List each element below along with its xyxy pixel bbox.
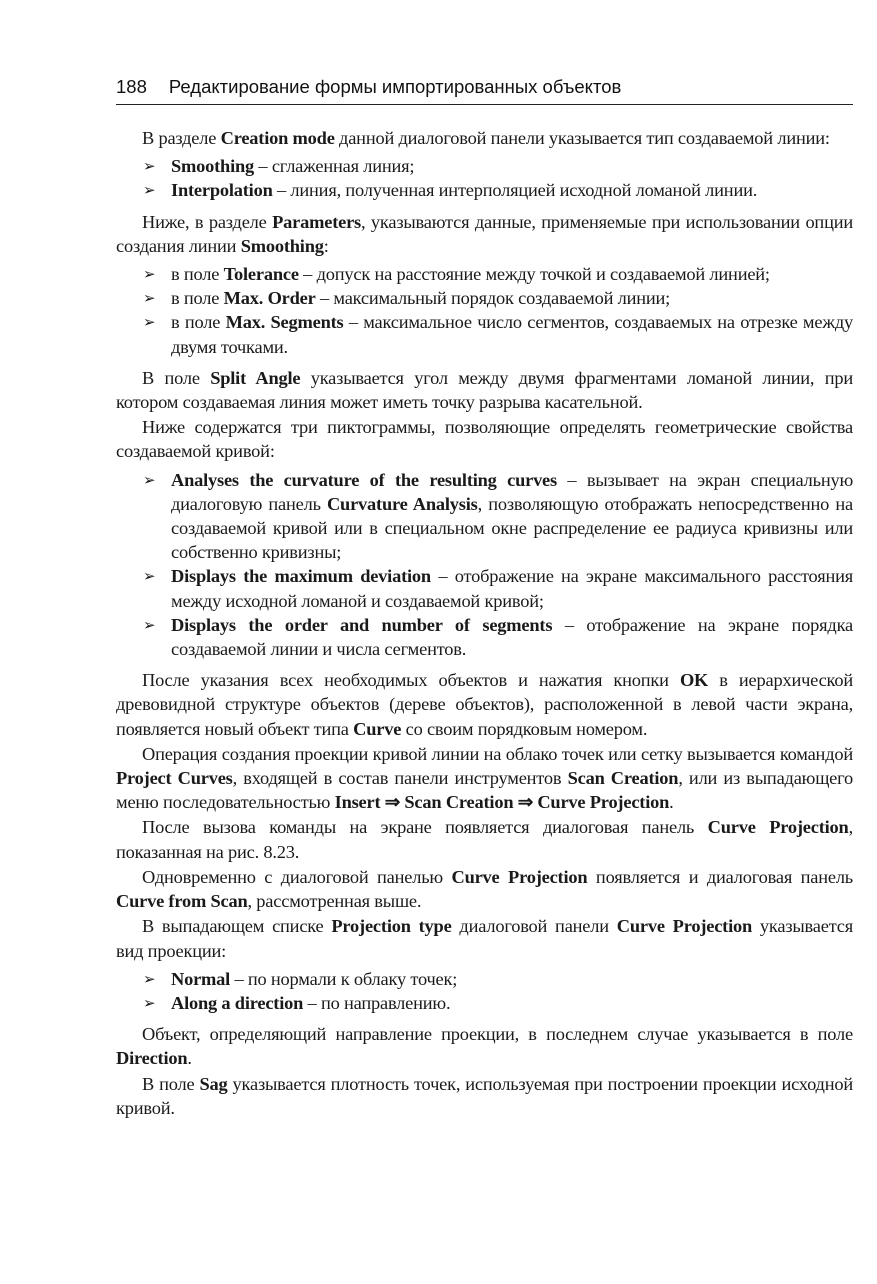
list-item (143, 262, 853, 286)
paragraph-project-curves (116, 742, 853, 815)
list-item (143, 310, 853, 358)
text: – по направлению. (303, 992, 451, 1013)
term: Tolerance (223, 264, 299, 285)
arrow-bullet-icon: ➢ (143, 993, 156, 1012)
text: указывается угол между двумя фрагментами ломаной линии, при котором создаваемая линия может иметь точку разрыва касательной. (116, 367, 853, 413)
paragraph-ok (116, 668, 853, 741)
arrow-bullet-icon: ➢ (143, 969, 156, 988)
term: Split Angle (210, 367, 301, 388)
term: Curve Projection (451, 866, 588, 887)
text: , или из выпадающего меню последовательностью (116, 768, 853, 813)
paragraph-curve-from-scan (116, 865, 853, 913)
text: В поле (142, 1073, 200, 1094)
text: в поле (171, 312, 226, 333)
list-item (143, 286, 853, 310)
text: – допуск на расстояние между точкой и создаваемой линией; (298, 264, 770, 285)
text: появляется и диалоговая панель (587, 866, 853, 887)
text: , входящей в состав панели инструментов (232, 768, 568, 789)
text: Объект, определяющий направление проекции, в последнем случае указывается в поле (142, 1024, 853, 1045)
text: – сглаженная линия; (254, 156, 415, 177)
list-item (143, 564, 853, 612)
paragraph-direction (116, 1022, 853, 1070)
term: Curve (353, 718, 402, 739)
term: Direction (116, 1048, 188, 1069)
text: – отображение на экране порядка создаваемой линии и числа сегментов. (171, 614, 853, 660)
text: В выпадающем списке (142, 916, 332, 937)
arrow-bullet-icon: ➢ (143, 289, 156, 308)
text: указывается вид проекции: (116, 916, 853, 961)
text: В поле (142, 367, 211, 388)
term: Curvature Analysis (326, 493, 478, 514)
paragraph-split-angle (116, 366, 853, 414)
list-projection-types (116, 967, 853, 1015)
term: Curve from Scan (116, 891, 248, 912)
term: Smoothing (240, 235, 324, 256)
menu-path: Insert ⇒ Scan Creation ⇒ Curve Projection (334, 792, 670, 813)
text: – вызывает на экран специальную диалоговую панель (171, 469, 853, 514)
term: Sag (199, 1073, 228, 1094)
text: в иерархической древовидной структуре объектов (дереве объектов), расположенной в левой части экрана, появляется новый объект типа (116, 670, 853, 739)
paragraph-parameters (116, 210, 853, 258)
term: Interpolation (171, 180, 273, 201)
list-item (143, 967, 853, 991)
text: со своим порядковым номером. (401, 718, 648, 739)
term: Scan Creation (567, 768, 679, 789)
text: . (669, 792, 674, 813)
arrow-bullet-icon: ➢ (143, 265, 156, 284)
text: , показанная на рис. 8.23. (116, 817, 853, 862)
text: – максимальное число сегментов, создаваемых на отрезке между двумя точками. (171, 312, 853, 357)
text: диалоговой панели (451, 916, 617, 937)
text: – по нормали к облаку точек; (230, 968, 458, 989)
term: Curve Projection (707, 817, 849, 838)
arrow-bullet-icon: ➢ (143, 313, 156, 332)
arrow-bullet-icon: ➢ (143, 157, 156, 176)
term: Curve Projection (616, 916, 753, 937)
term-creation-mode: Creation mode (220, 128, 335, 148)
term: Displays the order and number of segments (171, 614, 553, 635)
paragraph-curve-projection (116, 815, 853, 863)
paragraph-pictograms: Ниже содержатся три пиктограммы, позволяющие определять геометрические свойства создаваемой кривой: (116, 417, 853, 462)
text: в поле (171, 264, 224, 285)
text: указывается плотность точек, используемая при построении проекции исходной кривой. (116, 1073, 853, 1118)
term: Normal (171, 968, 231, 989)
term: Max. Order (223, 288, 316, 309)
list-item (143, 991, 853, 1015)
term: Parameters (272, 211, 362, 232)
text: Ниже, в разделе (142, 211, 273, 232)
paragraph-sag (116, 1072, 853, 1120)
term: Displays the maximum deviation (171, 566, 431, 587)
text: Одновременно с диалоговой панелью (142, 866, 452, 887)
text: После указания всех необходимых объектов и нажатия кнопки (142, 670, 680, 691)
arrow-bullet-icon: ➢ (143, 615, 156, 634)
running-header (116, 76, 853, 105)
list-item (143, 154, 853, 178)
text: – максимальный порядок создаваемой линии; (315, 288, 671, 309)
term: Along a direction (171, 992, 304, 1013)
arrow-bullet-icon: ➢ (143, 470, 156, 489)
paragraph-creation-mode (116, 126, 853, 150)
term: Projection type (331, 916, 452, 937)
term: OK (679, 670, 709, 691)
text: В разделе (142, 128, 221, 148)
text: данной диалоговой панели указывается тип создаваемой линии: (334, 128, 830, 148)
list-pictograms (116, 468, 853, 662)
page-body (116, 126, 853, 1120)
text: в поле (171, 288, 224, 309)
text: – отображение на экране максимального расстояния между исходной ломаной и создаваемой кривой; (171, 566, 853, 611)
list-item (143, 613, 853, 661)
list-parameters (116, 262, 853, 359)
paragraph-projection-type (116, 914, 853, 962)
text: – линия, полученная интерполяцией исходной ломаной линии. (272, 180, 758, 201)
term: Project Curves (116, 768, 233, 789)
text: : (323, 235, 329, 256)
text: , рассмотренная выше. (247, 891, 422, 912)
list-creation-modes (116, 154, 853, 202)
list-item (143, 468, 853, 565)
term: Max. Segments (225, 312, 344, 333)
chapter-title: Редактирование формы импортированных объектов (168, 76, 622, 97)
term: Smoothing (171, 156, 255, 177)
text: После вызова команды на экране появляется диалоговая панель (142, 817, 708, 838)
page-number: 188 (116, 76, 147, 97)
arrow-bullet-icon: ➢ (143, 181, 156, 200)
text: . (187, 1048, 192, 1069)
text: Операция создания проекции кривой линии на облако точек или сетку вызывается командой (142, 743, 853, 764)
term: Analyses the curvature of the resulting curves (171, 469, 557, 490)
text: , позволяющую отображать непосредственно на создаваемой кривой или в специальном окне распределение ее радиуса кривизны или собственно кривизны; (171, 493, 853, 563)
list-item (143, 178, 853, 202)
text: , указываются данные, применяемые при использовании опции создания линии (116, 211, 854, 256)
arrow-bullet-icon: ➢ (143, 567, 156, 586)
